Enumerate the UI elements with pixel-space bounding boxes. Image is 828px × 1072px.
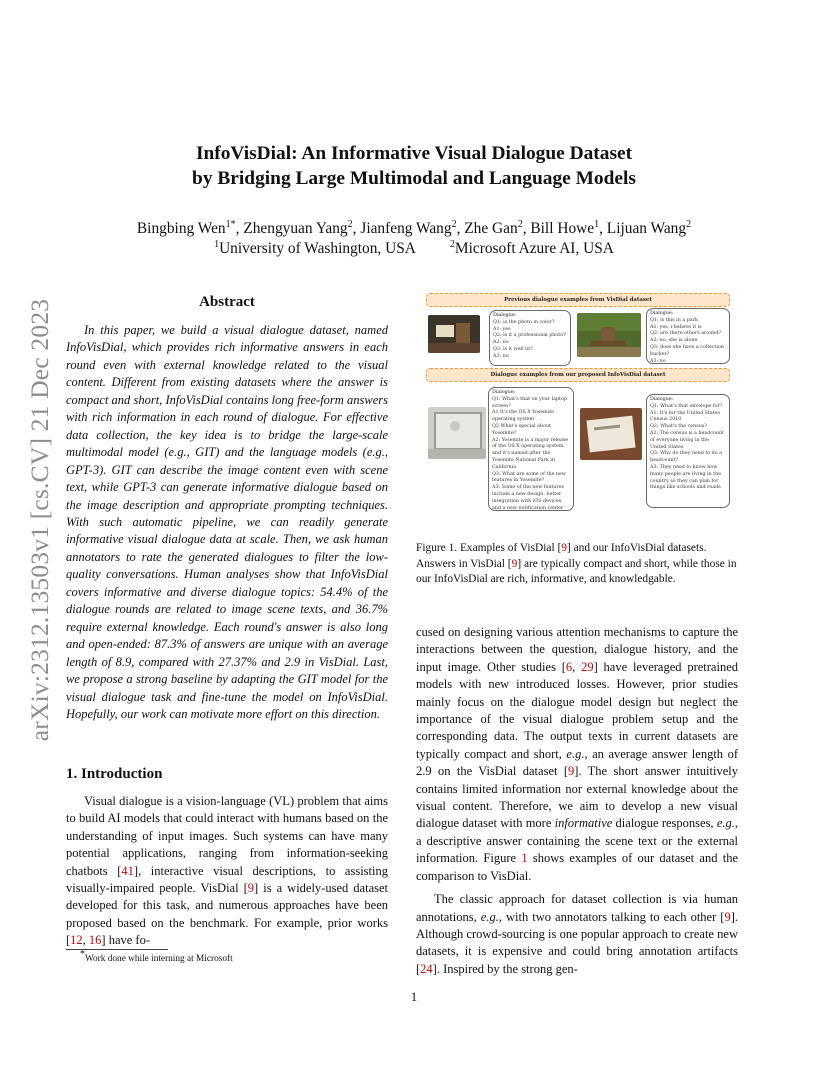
- citation-link[interactable]: 9: [561, 542, 567, 554]
- intro-paragraph-2: The classic approach for dataset collection is via human annotations, e.g., with two annotators talking to each other [9]. Although crowd-sourcing is one popular approach to create new datasets, it is expensive and could bring annotation artifacts [24]. Inspired by the strong gen-: [416, 892, 738, 976]
- dialogue-line: A1: It's for the United States Census 2010: [650, 410, 720, 423]
- dialogue-line: A2: no, she is alone: [650, 338, 698, 344]
- dialogue-line: A3: They need to know how many people are living in the country so they can plan for things like schools and roads: [650, 464, 722, 491]
- affil-1: University of Washington, USA: [219, 240, 416, 257]
- affil-2-mark: 2: [449, 238, 455, 250]
- citation-link[interactable]: 41: [121, 863, 134, 878]
- author-4: Zhe Gan: [460, 220, 518, 237]
- dialogue-line: Dialogue:: [493, 313, 517, 318]
- photo-envelope-image: [580, 408, 642, 460]
- dialogue-line: Q1: is this in a park: [650, 317, 698, 323]
- figure-caption: Figure 1. Examples of VisDial [9] and our InfoVisDial datasets. Answers in VisDial [9] are typically compact and short, while those in our InfoVisDial are rich, informative, and knowledgable.: [416, 542, 737, 586]
- dialogue-line: A3: no: [650, 358, 666, 364]
- author-sep: ,: [352, 220, 357, 237]
- dialogue-line: Q3: What are some of the new features in Yosemite?: [492, 471, 566, 484]
- footnote-text: Work done while interning at Microsoft: [85, 954, 233, 964]
- dialogue-line: Q2: is it a professional photo?: [493, 333, 566, 339]
- author-5: Bill Howe: [526, 220, 595, 237]
- visdial-dialogue-2: [646, 308, 730, 364]
- title-line-1: InfoVisDial: An Informative Visual Dialogue Dataset: [195, 143, 633, 164]
- citation-link[interactable]: 9: [724, 909, 731, 924]
- dialogue-line: Q2: are there others around?: [650, 331, 722, 337]
- dialogue-line: Q3: is it well lit?: [493, 346, 533, 352]
- page-number: 1: [410, 990, 418, 1004]
- figure-banner-infovisdial: Dialogue examples from our proposed InfoVisDial dataset: [426, 368, 730, 382]
- abstract-heading: Abstract: [199, 294, 255, 310]
- dialogue-line: A1: yes, i believe it is: [650, 324, 702, 330]
- dialogue-line: Dialogue:: [492, 390, 516, 395]
- citation-link[interactable]: 9: [511, 557, 518, 570]
- author-2: Zhengyuan Yang: [239, 220, 348, 237]
- photo-laptop-image: [428, 407, 486, 459]
- dialogue-line: Dialogue:: [650, 397, 674, 402]
- abstract-text: In this paper, we build a visual dialogue dataset, named InfoVisDial, which provides rich informative answers in each round even with external knowledge related to the visual content. Different from existing datasets where the answer is compact and short, InfoVisDial contains long free-form answers with rich information in each round of dialogue. For effective data collection, the key idea is to bridge the large-scale multimodal model (e.g., GIT) and the language models (e.g., GPT-3). GIT can describe the image content even with scene text, while GPT-3 can generate informative dialogue based on the image description and appropriate prompting techniques. With such automatic pipeline, we can readily generate informative visual dialogue data at scale. Then, we ask human annotators to rate the generated dialogues to filter the low-quality conversations. Human analyses show that InfoVisDial covers informative and diverse dialogue topics: 54.4% of the dialogue rounds are related to image scene texts, and 36.7% require external knowledge. Each round's answer is also long and open-ended: 87.3% of answers are unique with an average length of 8.9, compared with 27.37% and 2.9 in VisDial. Last, we propose a strong baseline by adapting the GIT model for the visual dialogue task and fine-tune the model on InfoVisDial. Hopefully, our work can motivate more effort on this direction.: [66, 323, 388, 721]
- title-line-2: by Bridging Large Multimodal and Language Models: [192, 168, 636, 189]
- dialogue-line: A1: yes: [493, 326, 511, 332]
- citation-link[interactable]: 24: [420, 961, 433, 976]
- citation-link[interactable]: 16: [88, 933, 102, 948]
- dialogue-line: Q3: does she have a collection bucket?: [650, 344, 724, 357]
- figure-1: [420, 291, 734, 521]
- intro-right-column: [416, 624, 738, 978]
- author-2-affil: 2: [347, 218, 353, 230]
- dialogue-line: A2: Yosemite is a major release of the OS X operating system, and it's named after the Yosemite National Park in California: [492, 437, 569, 470]
- intro-paragraph-1: Visual dialogue is a vision-language (VL) problem that aims to build AI models that could interact with humans based on the understanding of input images. Such systems can have many potential applications, ranging from information-seeking chatbots [41], interactive visual descriptions, to assisting visually-impaired people. VisDial [9] is a widely-used dataset developed for this task, and numerous approaches have been proposed based on the benchmark. For example, prior works [12, 16] have fo-: [66, 794, 388, 948]
- dialogue-line: Q1: is the photo in color?: [493, 319, 555, 325]
- dialogue-line: Q3: Why do they need to do a headcount?: [650, 451, 723, 464]
- citation-link[interactable]: 9: [568, 764, 575, 779]
- author-1: Bingbing Wen: [136, 220, 226, 237]
- figure-banner-visdial: Previous dialogue examples from VisDial dataset: [426, 293, 730, 307]
- author-1-affil: 1*: [225, 218, 236, 230]
- affil-2: Microsoft Azure AI, USA: [454, 240, 614, 257]
- photo-room-image: [428, 315, 480, 353]
- dialogue-line: Q1: What's that on your laptop screen?: [492, 396, 567, 409]
- arxiv-identifier: [20, 285, 60, 755]
- abstract-body: [66, 322, 388, 723]
- citation-link[interactable]: 29: [581, 659, 594, 674]
- author-4-affil: 2: [517, 218, 523, 230]
- dialogue-line: A1 It's the OS X Yosemite operating system: [492, 410, 555, 423]
- author-sep: ,: [235, 220, 240, 237]
- citation-link[interactable]: 6: [565, 659, 573, 674]
- intro-paragraph-1-cont: cused on designing various attention mechanisms to capture the interactions between the question, dialogue history, and the input image. Other studies [6, 29] have leveraged pretrained models with new introduced losses. However, prior studies mainly focus on the dialogue model design but neglect the importance of the visual dialogue problem setup and the corresponding data. The output texts in current datasets are typically compact and short, e.g., an average answer length of 2.9 on the VisDial dataset [9]. The short answer intuitively contains limited information nor external knowledge about the visual content. Therefore, we aim to develop a new visual dialogue dataset with more informative dialogue responses, e.g., a descriptive answer containing the scene text or the external information. Figure 1 shows examples of our dataset and the comparison to VisDial.: [416, 625, 738, 883]
- author-3-affil: 2: [451, 218, 457, 230]
- infovisdial-dialogue-2: [646, 394, 730, 508]
- footnote-mark: *: [80, 948, 85, 960]
- dialogue-line: Dialogue:: [650, 311, 674, 316]
- author-6: Lijuan Wang: [602, 220, 687, 237]
- intro-heading: 1. Introduction: [66, 766, 163, 782]
- dialogue-line: A2: The census is a headcount of everyone living in the United States: [650, 430, 724, 450]
- author-5-affil: 1: [594, 218, 600, 230]
- footnote: [80, 948, 233, 965]
- citation-link[interactable]: 9: [247, 881, 255, 896]
- author-sep: ,: [599, 220, 603, 237]
- figure-link[interactable]: 1: [521, 851, 528, 866]
- author-3: Jianfeng Wang: [356, 220, 452, 237]
- citation-link[interactable]: 12: [70, 933, 83, 948]
- intro-left-column: [66, 793, 388, 950]
- dialogue-line: A3: no: [493, 353, 509, 359]
- dialogue-line: A2: no: [493, 340, 509, 346]
- arxiv-id-text: arXiv:2312.13503v1 [cs.CV] 21 Dec 2023: [25, 298, 54, 742]
- affil-1-mark: 1: [214, 238, 220, 250]
- affiliations: [80, 238, 748, 259]
- author-6-affil: 2: [686, 218, 692, 230]
- author-list: [80, 218, 748, 239]
- photo-park-image: [577, 313, 641, 357]
- dialogue-line: Q1: What's that envelope for?: [650, 403, 723, 409]
- visdial-dialogue-1: [489, 310, 571, 366]
- infovisdial-dialogue-1: [488, 387, 574, 511]
- dialogue-line: Q2: What's the census?: [650, 424, 707, 430]
- author-sep: ,: [456, 220, 461, 237]
- dialogue-line: A3: Some of the new features include a new design, better integration with iOS devices, and a new notification center: [492, 485, 564, 511]
- paper-title: [100, 141, 728, 191]
- author-sep: ,: [522, 220, 527, 237]
- dialogue-line: Q2 What's special about Yosemite?: [492, 423, 551, 436]
